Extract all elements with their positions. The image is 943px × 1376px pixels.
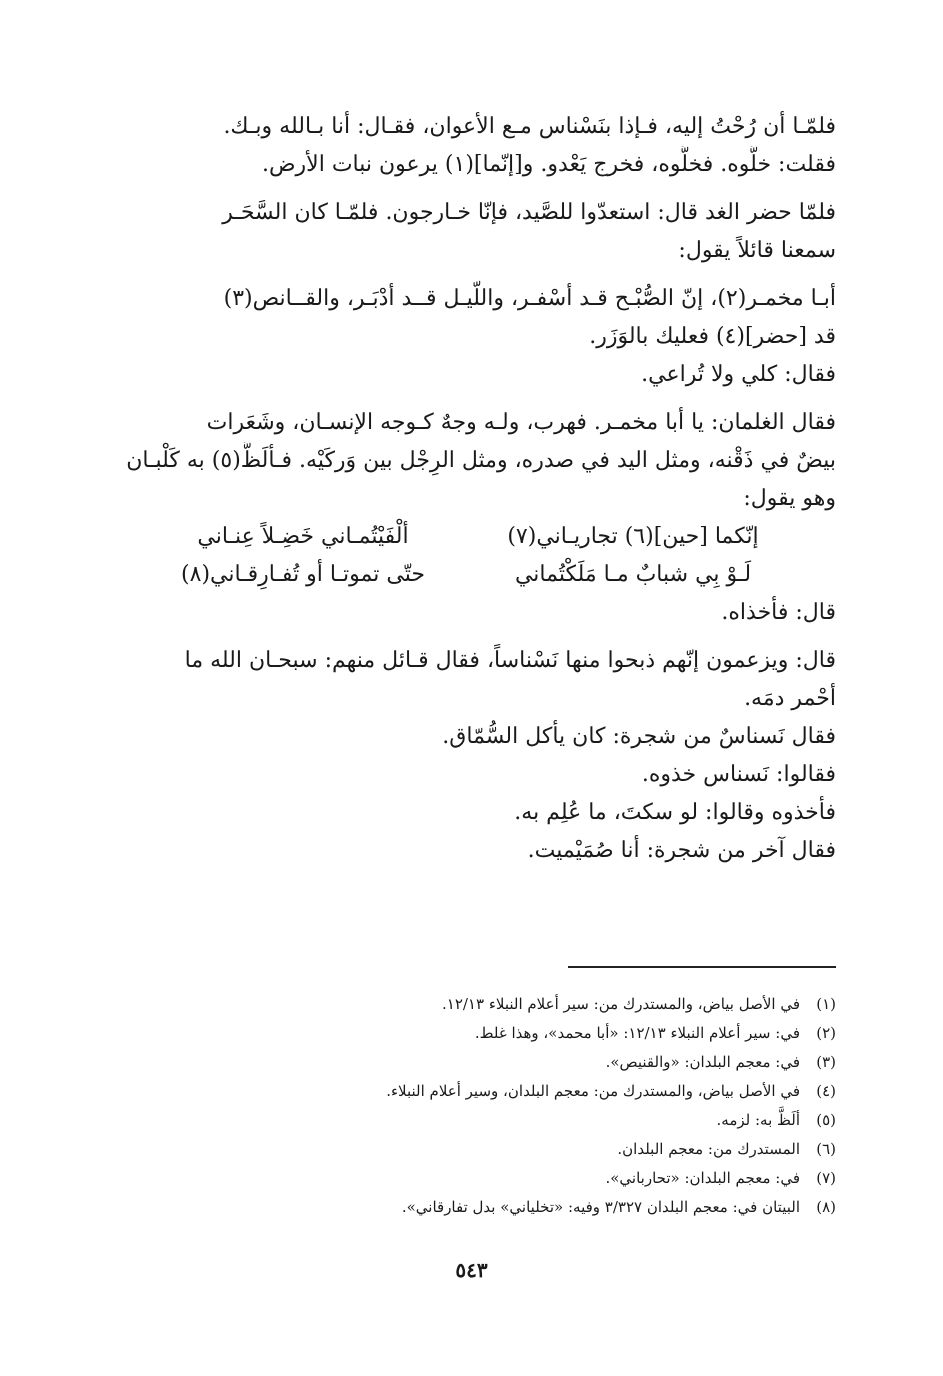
verse-second-hemistich: حتّى تموتـا أو تُفـارِقـاني(٨) [181, 562, 425, 587]
footnote-number: (٢) [816, 1024, 836, 1042]
poem-verse [100, 518, 836, 556]
text-line: فقال نَسناسٌ من شجرة: كان يأكل السُّمّاق. [442, 724, 836, 749]
footnote [216, 1106, 836, 1135]
footnote-number: (٨) [816, 1198, 836, 1216]
text-line: فقلت: خلُّوه. فخلُّوه، فخرج يَعْدو. و[إنّما](١) يرعون نبات الأرض. [261, 152, 836, 177]
footnote-text: في الأصل بياض، والمستدرك من: سير أعلام النبلاء ١٢/١٣. [441, 995, 800, 1013]
text-line: فقال الغلمان: يا أبا مخمـر. فهرب، ولـه وجهٌ كـوجه الإنسـان، وشَعَرات [206, 410, 836, 435]
footnote-number: (٣) [816, 1053, 836, 1071]
text-line: فقالوا: نَسناس خذوه. [641, 762, 836, 787]
footnotes [216, 990, 836, 1222]
verse-first-hemistich: إنّكما [حين](٦) تجاريـاني(٧) [507, 524, 759, 549]
footnote-number: (٥) [816, 1111, 836, 1129]
footnote [216, 1135, 836, 1164]
footnote [216, 1193, 836, 1222]
footnote-number: (٤) [816, 1082, 836, 1100]
footnote-text: المستدرك من: معجم البلدان. [617, 1140, 800, 1158]
footnote-text: في: معجم البلدان: «تحارباني». [605, 1169, 800, 1187]
footnote-number: (١) [816, 995, 836, 1013]
footnote-separator [568, 966, 836, 968]
page-number: ٥٤٣ [455, 1258, 488, 1282]
text-line: وهو يقول: [743, 486, 836, 511]
poem-verse [100, 556, 836, 594]
text-line: أبـا مخمـر(٢)، إنّ الصُّبْـح قـد أسْفـر، واللّيـل قــد أدْبَـر، والقــانص(٣) [223, 286, 836, 311]
footnote-text: في الأصل بياض، والمستدرك من: معجم البلدان، وسير أعلام النبلاء. [386, 1082, 800, 1100]
text-line: قال: فأخذاه. [721, 600, 836, 625]
text-line: فقال آخر من شجرة: أنا صُمَيْميت. [527, 838, 836, 863]
footnote-text: في: سير أعلام النبلاء ١٢/١٣: «أبا محمد»، وهذا غلط. [474, 1024, 800, 1042]
footnote [216, 1077, 836, 1106]
text-line: فلمّا حضر الغد قال: استعدّوا للصَّيد، فإنّا خـارجون. فلمّـا كان السَّحَـر [222, 200, 836, 225]
verse-second-hemistich: ألْفَيْتُمـاني خَضِـلاً عِنـاني [197, 524, 409, 549]
footnote-number: (٦) [816, 1140, 836, 1158]
verse-first-hemistich: لَـوْ بِي شبابٌ مـا مَلَكْتُماني [514, 562, 752, 587]
footnote [216, 1019, 836, 1048]
footnote-number: (٧) [816, 1169, 836, 1187]
footnote [216, 1048, 836, 1077]
text-line: أحْمر دمَه. [744, 686, 836, 711]
text-line: سمعنا قائلاً يقول: [678, 238, 836, 263]
text-line: بيضٌ في ذَقْنه، ومثل اليد في صدره، ومثل الرِجْل بين وَركَيْه. فـألَظَّ(٥) به كَلْبـان [126, 448, 836, 473]
footnote-text: البيتان في: معجم البلدان ٣/٣٢٧ وفيه: «تخلياني» بدل تفارقاني». [401, 1198, 800, 1216]
text-line: فقال: كلي ولا تُراعي. [641, 362, 836, 387]
text-line: قال: ويزعمون إنّهم ذبحوا منها نَسْناساً، فقال قـائل منهم: سبحـان الله ما [184, 648, 836, 673]
main-text [100, 108, 836, 870]
footnote-text: في: معجم البلدان: «والقنيص». [605, 1053, 800, 1071]
footnote-text: ألَظَّ به: لزمه. [716, 1111, 800, 1129]
footnote [216, 1164, 836, 1193]
text-line: قد [حضر](٤) فعليك بالوَزَر. [589, 324, 836, 349]
footnote [216, 990, 836, 1019]
text-line: فأخذوه وقالوا: لو سكتَ، ما عُلِم به. [514, 800, 836, 825]
text-line: فلمّـا أن رُحْتُ إليه، فـإذا بنَسْناس مـع الأعوان، فقـال: أنا بـالله وبـك. [223, 114, 836, 139]
